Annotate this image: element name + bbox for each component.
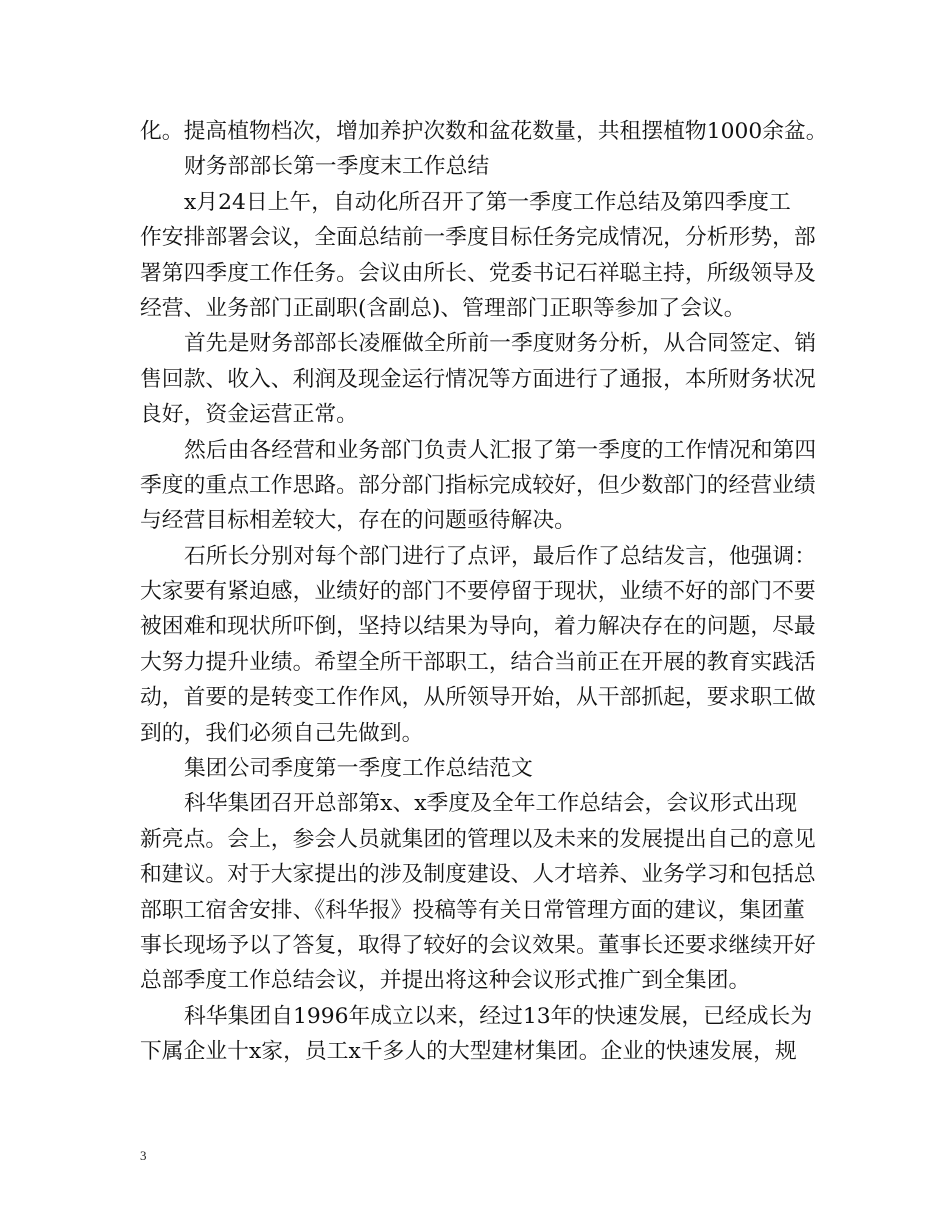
- text-line: x月24日上午，自动化所召开了第一季度工作总结及第四季度工: [184, 189, 791, 215]
- text-line: 然后由各经营和业务部门负责人汇报了第一季度的工作情况和第四: [184, 437, 817, 463]
- text-line: 季度的重点工作思路。部分部门指标完成较好，但少数部门的经营业绩: [140, 472, 816, 498]
- text-line: 化。提高植物档次，增加养护次数和盆花数量，共租摆植物1000余盆。: [140, 119, 828, 144]
- text-line: 售回款、收入、利润及现金运行情况等方面进行了通报，本所财务状况: [140, 366, 816, 392]
- text-line: 总部季度工作总结会议，并提出将这种会议形式推广到全集团。: [140, 968, 751, 994]
- text-line: 到的，我们必须自己先做到。: [140, 720, 424, 746]
- text-line: 部职工宿舍安排、《科华报》投稿等有关日常管理方面的建议，集团董: [140, 897, 805, 923]
- text-line: 作安排部署会议，全面总结前一季度目标任务完成情况，分析形势，部: [140, 225, 816, 251]
- page-number: 3: [140, 1148, 147, 1163]
- text-line: 署第四季度工作任务。会议由所长、党委书记石祥聪主持，所级领导及: [140, 260, 816, 286]
- text-line: 新亮点。会上，参会人员就集团的管理以及未来的发展提出自己的意见: [140, 826, 816, 852]
- text-line: 和建议。对于大家提出的涉及制度建设、人才培养、业务学习和包括总: [140, 862, 816, 888]
- text-line: 经营、业务部门正副职(含副总)、管理部门正职等参加了会议。: [140, 295, 746, 321]
- text-line: 大家要有紧迫感，业绩好的部门不要停留于现状，业绩不好的部门不要: [140, 579, 816, 605]
- section-heading-finance: 财务部部长第一季度末工作总结: [184, 154, 490, 180]
- section-heading-group: 集团公司季度第一季度工作总结范文: [184, 756, 533, 782]
- text-line: 动，首要的是转变工作作风，从所领导开始，从干部抓起，要求职工做: [140, 685, 816, 711]
- document-body: [140, 114, 828, 1070]
- text-line: 首先是财务部部长凌雁做全所前一季度财务分析，从合同签定、销: [184, 331, 817, 357]
- text-line: 被困难和现状所吓倒，坚持以结果为导向，着力解决存在的问题，尽最: [140, 614, 816, 640]
- text-line: 科华集团召开总部第x、x季度及全年工作总结会，会议形式出现: [184, 791, 798, 817]
- text-line: 与经营目标相差较大，存在的问题亟待解决。: [140, 508, 576, 534]
- text-line: 下属企业十x家，员工x千多人的大型建材集团。企业的快速发展，规: [140, 1039, 797, 1065]
- text-line: 石所长分别对每个部门进行了点评，最后作了总结发言，他强调：: [184, 543, 817, 569]
- text-line: 大努力提升业绩。希望全所干部职工，结合当前正在开展的教育实践活: [140, 649, 816, 675]
- text-line: 良好，资金运营正常。: [140, 402, 358, 428]
- text-line: 科华集团自1996年成立以来，经过13年的快速发展，已经成长为: [184, 1003, 813, 1029]
- text-line: 事长现场予以了答复，取得了较好的会议效果。董事长还要求继续开好: [140, 932, 816, 958]
